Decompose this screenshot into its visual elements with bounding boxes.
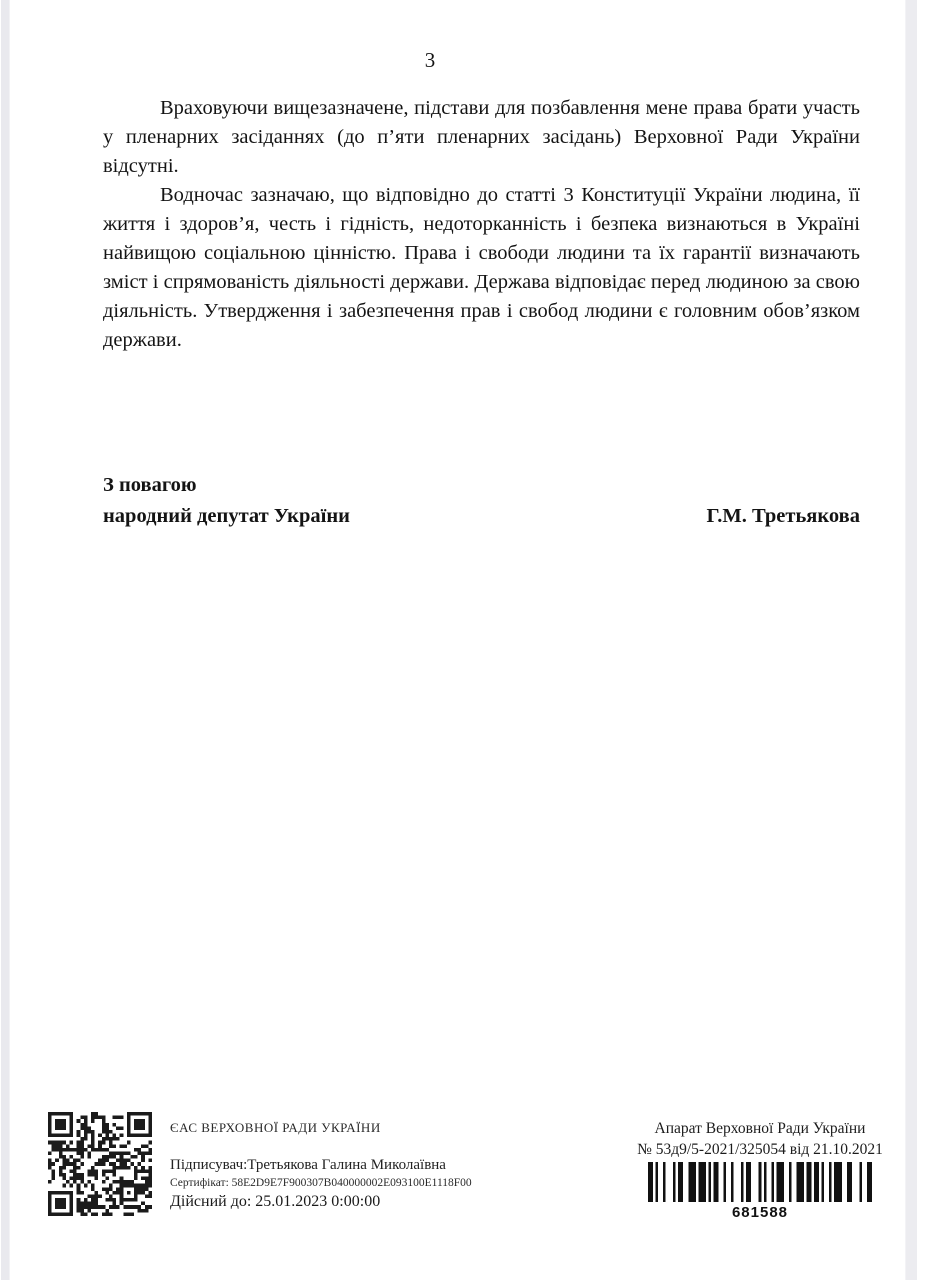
page-edge-left — [1, 0, 10, 1280]
document-body — [103, 94, 860, 355]
registration-block — [610, 1118, 910, 1223]
barcode-icon — [648, 1162, 872, 1202]
stamp-certificate: Сертифікат: 58E2D9E7F900307B040000002E093100E1118F00 — [170, 1177, 472, 1189]
stamp-valid-until: Дійсний до: 25.01.2023 0:00:00 — [170, 1193, 381, 1210]
paragraph-1: Враховуючи вищезазначене, підстави для позбавлення мене права брати участь у пленарних засіданнях (до п’яти пленарних засідань) Верховної Ради України відсутні. — [103, 97, 860, 177]
qr-code-icon — [48, 1112, 152, 1216]
stamp-text — [170, 1112, 472, 1211]
barcode-number: 681588 — [731, 1204, 789, 1221]
signature-closing: З повагою — [103, 474, 197, 496]
stamp-signer: Підписувач:Третьякова Галина Миколаївна — [170, 1157, 446, 1173]
paragraph-2: Водночас зазначаю, що відповідно до статті 3 Конституції України людина, її життя і здоров’я, честь і гідність, недоторканність і безпека визнаються в Україні найвищою соціальною цінністю. Права і свободи людини та їх гарантії визначають зміст і спрямованість діяльності держави. Держава відповідає перед людиною за свою діяльність. Утвердження і забезпечення прав і свобод людини є головним обов’язком держави. — [103, 184, 860, 351]
page-number: 3 — [424, 48, 436, 72]
stamp-system-name: ЄАС ВЕРХОВНОЇ РАДИ УКРАЇНИ — [170, 1120, 381, 1135]
registration-office: Апарат Верховної Ради України — [654, 1120, 866, 1137]
signature-title: народний депутат України — [103, 505, 350, 527]
registration-number: № 53д9/5-2021/325054 від 21.10.2021 — [637, 1141, 883, 1158]
page-edge-right — [905, 0, 917, 1280]
signature-block — [103, 470, 860, 532]
digital-signature-stamp — [48, 1112, 472, 1216]
signature-name: Г.М. Третьякова — [706, 505, 860, 527]
